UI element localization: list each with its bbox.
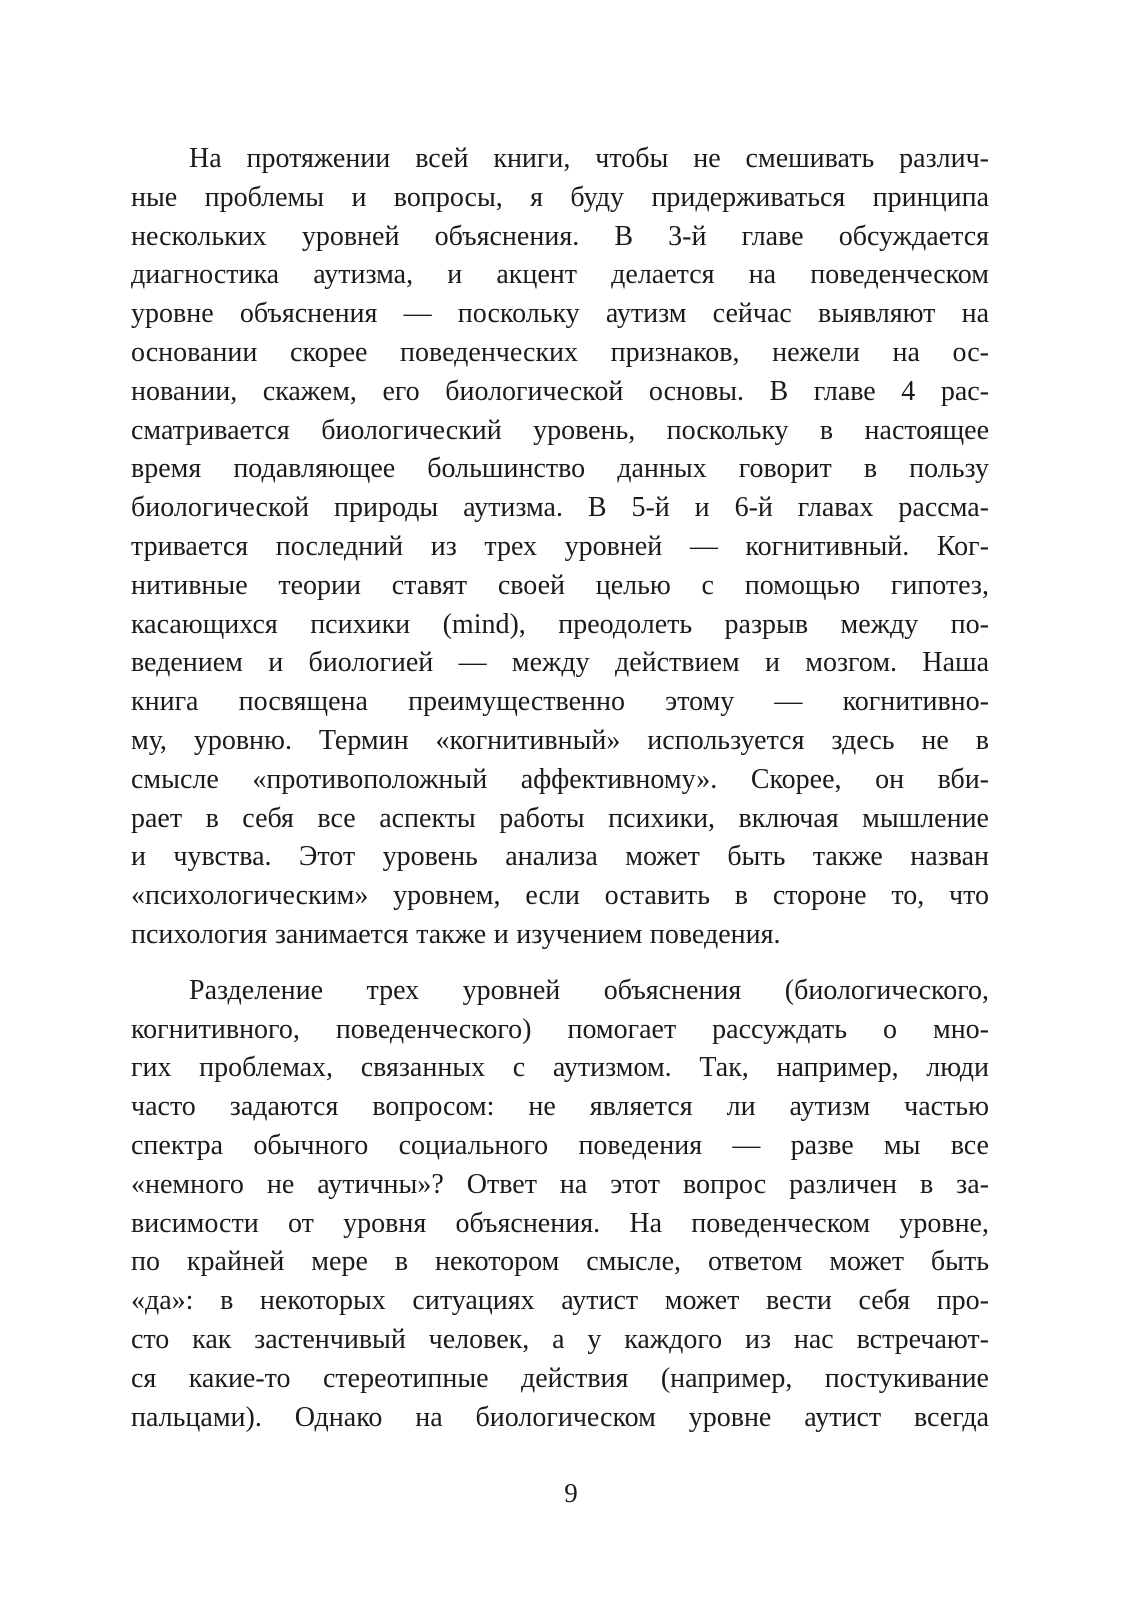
- text-line: когнитивного, поведенческого) помогает рассуждать о мно-: [131, 1013, 989, 1045]
- text-line: тривается последний из трех уровней — когнитивный. Ког-: [131, 530, 989, 562]
- text-line: психология занимается также и изучением поведения.: [131, 918, 781, 950]
- text-line: по крайней мере в некотором смысле, ответом может быть: [131, 1246, 989, 1278]
- text-line: «да»: в некоторых ситуациях аутист может вести себя про-: [131, 1285, 989, 1317]
- text-line: смысле «противоположный аффективному». Скорее, он вби-: [131, 763, 989, 795]
- text-line: основании скорее поведенческих признаков, нежели на ос-: [131, 336, 989, 368]
- text-line: биологической природы аутизма. В 5-й и 6-й главах рассма-: [131, 492, 989, 524]
- text-line: сматривается биологический уровень, поскольку в настоящее: [131, 414, 989, 446]
- text-line: уровне объяснения — поскольку аутизм сейчас выявляют на: [131, 298, 989, 330]
- text-line: касающихся психики (mind), преодолеть разрыв между по-: [131, 608, 989, 640]
- text-line: На протяжении всей книги, чтобы не смешивать различ-: [189, 143, 989, 174]
- page-text: [131, 140, 989, 1437]
- text-line: нитивные теории ставят своей целью с помощью гипотез,: [131, 569, 989, 601]
- text-line: гих проблемах, связанных с аутизмом. Так, например, люди: [131, 1052, 989, 1084]
- text-line: и чувства. Этот уровень анализа может быть также назван: [131, 841, 989, 873]
- text-line: ся какие-то стереотипные действия (например, постукивание: [131, 1362, 989, 1394]
- text-line: книга посвящена преимущественно этому — когнитивно-: [131, 686, 989, 718]
- text-line: диагностика аутизма, и акцент делается на поведенческом: [131, 259, 989, 291]
- text-line: нескольких уровней объяснения. В 3-й главе обсуждается: [131, 220, 989, 252]
- text-line: ные проблемы и вопросы, я буду придерживаться принципа: [131, 181, 989, 213]
- text-line: сто как застенчивый человек, а у каждого из нас встречают-: [131, 1323, 989, 1355]
- text-line: часто задаются вопросом: не является ли аутизм частью: [131, 1091, 989, 1123]
- text-line: «психологическим» уровнем, если оставить в стороне то, что: [131, 880, 989, 912]
- page-number: 9: [564, 1478, 578, 1508]
- text-line: спектра обычного социального поведения — разве мы все: [131, 1129, 989, 1161]
- text-line: время подавляющее большинство данных говорит в пользу: [131, 453, 989, 485]
- text-line: Разделение трех уровней объяснения (биологического,: [189, 974, 989, 1006]
- paragraph: [131, 972, 989, 1438]
- paragraph: [131, 140, 989, 955]
- text-line: ведением и биологией — между действием и мозгом. Наша: [131, 647, 989, 679]
- text-line: пальцами). Однако на биологическом уровне аутист всегда: [131, 1401, 989, 1433]
- text-line: висимости от уровня объяснения. На поведенческом уровне,: [131, 1207, 989, 1239]
- text-line: «немного не аутичны»? Ответ на этот вопрос различен в за-: [131, 1168, 989, 1200]
- text-line: новании, скажем, его биологической основы. В главе 4 рас-: [131, 375, 989, 407]
- text-line: му, уровню. Термин «когнитивный» используется здесь не в: [131, 724, 989, 756]
- text-line: рает в себя все аспекты работы психики, включая мышление: [131, 802, 989, 834]
